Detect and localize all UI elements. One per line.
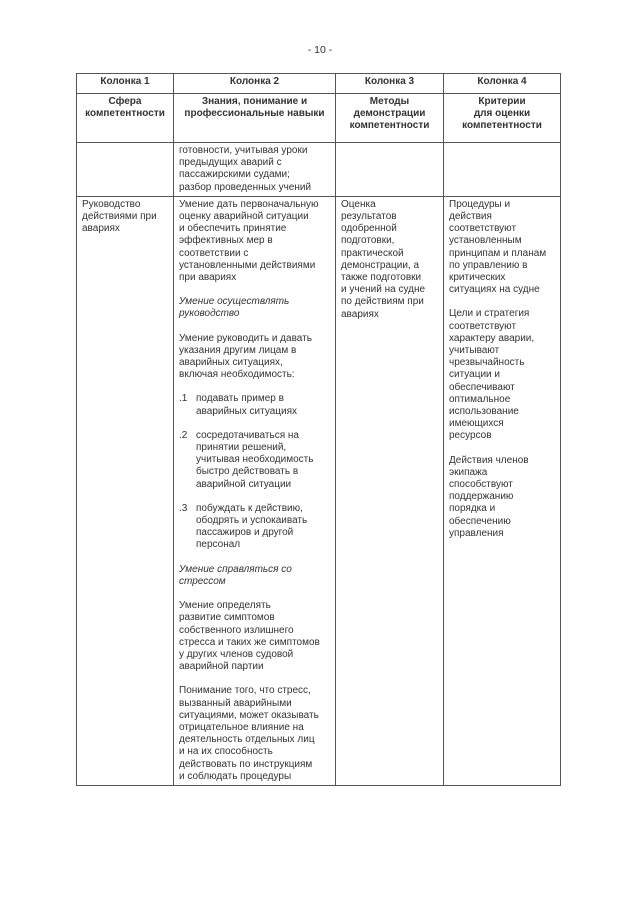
list-item-text: побуждать к действию, ободрять и успокаивать пассажиров и другой персонал [196,502,308,551]
methods-cell [336,196,444,785]
column-title-criteria: Критерии для оценки компетентности [444,94,561,143]
column-number-3: Колонка 3 [336,74,444,94]
emergency-management-row [77,196,561,785]
list-item [179,393,330,417]
continuation-criteria-cell [444,143,561,197]
criteria-cell [444,196,561,785]
list-item [179,503,330,552]
column-number-row [77,74,561,94]
column-title-competence: Сфера компетентности [77,94,174,143]
competence-cell [77,196,174,785]
competence-table [76,73,561,786]
stress-understanding-text: Понимание того, что стресс, вызванный аварийными ситуациями, может оказывать отрицательное влияние на деятельность отдельных лиц и на их способность действовать по инструкциям и соблюдать процедуры [179,685,319,782]
competence-text: Руководство действиями при авариях [82,198,157,235]
leadership-heading: Умение осуществлять руководство [179,296,290,320]
continuation-knowledge-cell: готовности, учитывая уроки предыдущих аварий с пассажирскими судами; разбор проведенных учений [174,143,336,197]
list-item-text: подавать пример в аварийных ситуациях [196,393,298,417]
column-title-methods: Методы демонстрации компетентности [336,94,444,143]
column-number-2: Колонка 2 [174,74,336,94]
column-number-1: Колонка 1 [77,74,174,94]
continuation-methods-cell [336,143,444,197]
knowledge-cell [174,196,336,785]
continuation-row [77,143,561,197]
list-item-text: сосредотачиваться на принятии решений, учитывая необходимость быстро действовать в аварийной ситуации [196,429,314,490]
column-title-knowledge: Знания, понимание и профессиональные навыки [174,94,336,143]
knowledge-intro: Умение дать первоначальную оценку аварийной ситуации и обеспечить принятие эффективных мер в соответствии с установленными действиями при авариях [179,198,319,284]
criteria-goals-text: Цели и стратегия соответствуют характеру аварии, учитывают чрезвычайность ситуации и обеспечивают оптимальное использование имеющихся ресурсов [449,308,535,442]
criteria-crew-actions-text: Действия членов экипажа способствуют поддержанию порядка и обеспечению управления [449,454,529,539]
criteria-procedures-text: Процедуры и действия соответствуют установленным принципам и планам по управлению в критических ситуациях на судне [449,198,547,296]
column-number-4: Колонка 4 [444,74,561,94]
stress-heading: Умение справляться со стрессом [179,563,292,587]
list-item [179,430,330,491]
continuation-competence-cell [77,143,174,197]
list-item-number: .3 [179,502,188,514]
leadership-text: Умение руководить и давать указания другим лицам в аварийных ситуациях, включая необходимость: [179,332,312,381]
page-number: - 10 - [307,44,333,56]
list-item-number: .2 [179,429,188,441]
list-item-number: .1 [179,393,188,405]
stress-text: Умение определять развитие симптомов собственного излишнего стресса и таких же симптомов у других членов судовой аварийной партии [179,600,320,673]
methods-text: Оценка результатов одобренной подготовки, практической демонстрации, а также подготовки и учений на судне по действиям при авариях [341,198,426,320]
column-title-row [77,94,561,143]
